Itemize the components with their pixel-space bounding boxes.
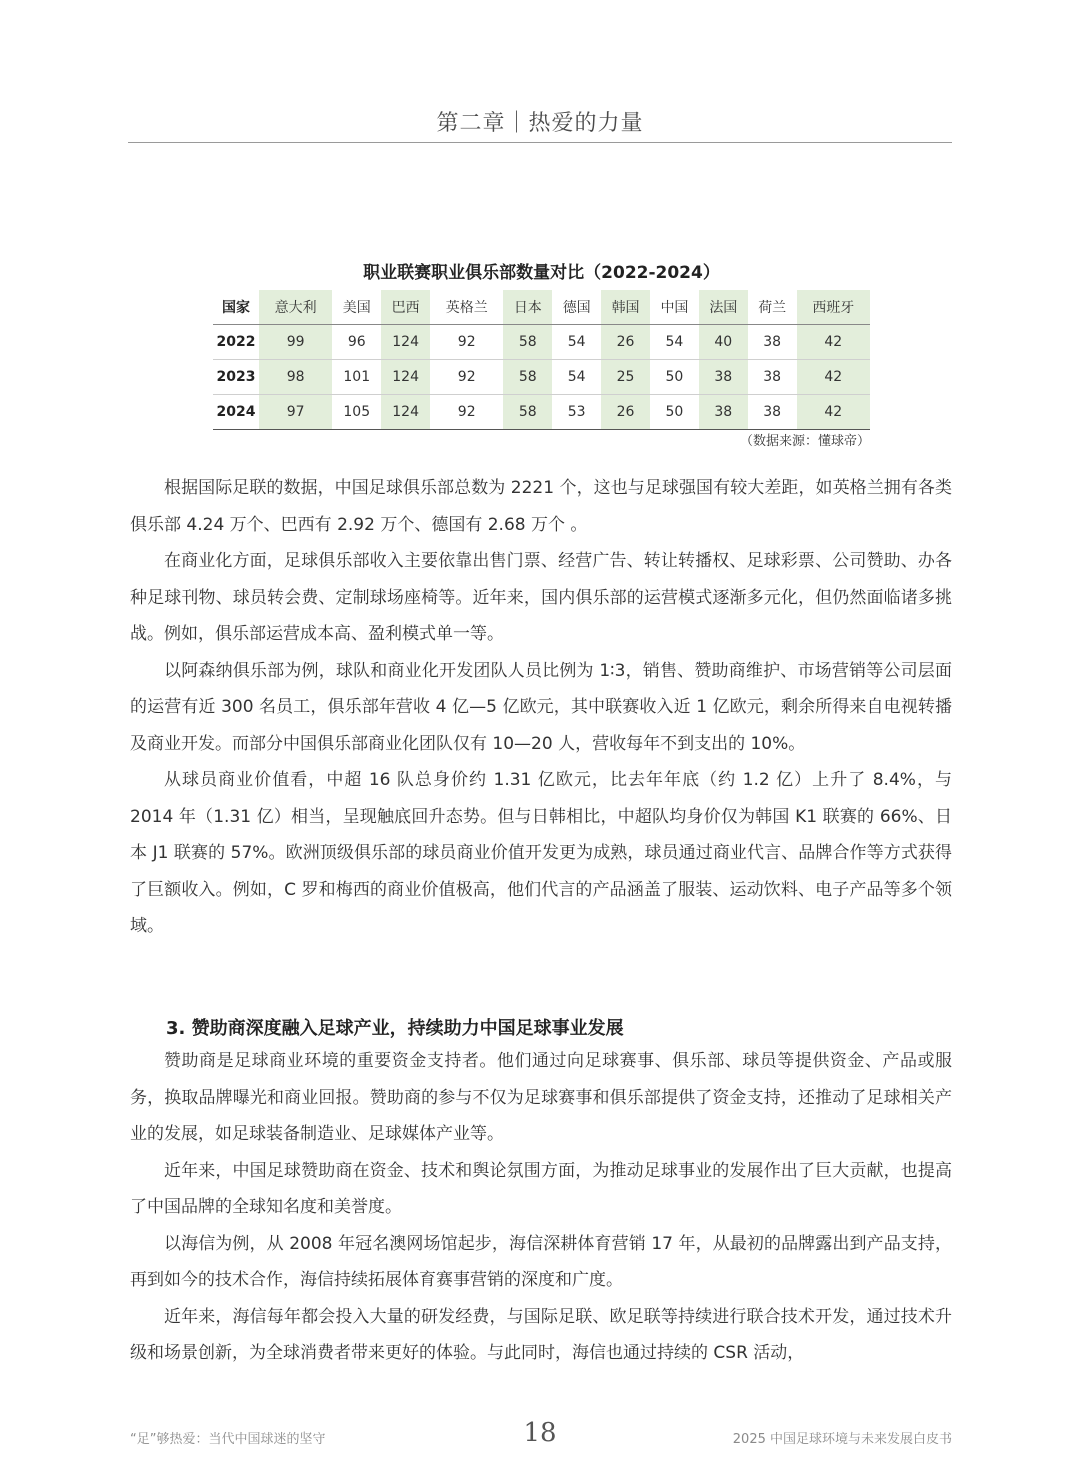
table-cell: 50 [650,360,699,395]
table-cell: 54 [650,325,699,360]
table-cell: 25 [601,360,650,395]
table-cell: 42 [797,395,870,430]
table-cell: 58 [503,325,552,360]
table-cell: 97 [259,395,332,430]
row-year: 2023 [213,360,259,395]
table-cell: 42 [797,360,870,395]
table-cell: 54 [552,325,601,360]
paragraph: 在商业化方面，足球俱乐部收入主要依靠出售门票、经营广告、转让转播权、足球彩票、公司赞助、办各种足球刊物、球员转会费、定制球场座椅等。近年来，国内俱乐部的运营模式逐渐多元化，但仍然面临诸多挑战。例如，俱乐部运营成本高、盈利模式单一等。 [130,551,952,644]
footer-report-title: 2025 中国足球环境与未来发展白皮书 [732,1432,952,1447]
column-header: 意大利 [259,290,332,325]
table-cell: 26 [601,325,650,360]
column-header: 美国 [332,290,381,325]
paragraph: 近年来，中国足球赞助商在资金、技术和舆论氛围方面，为推动足球事业的发展作出了巨大贡献，也提高了中国品牌的全球知名度和美誉度。 [130,1160,952,1217]
table-row [213,395,870,430]
table-corner-header: 国家 [213,290,259,325]
paragraph: 从球员商业价值看，中超 16 队总身价约 1.31 亿欧元，比去年年底（约 1.2 亿）上升了 8.4%，与 2014 年（1.31 亿）相当，呈现触底回升态势。但与日韩相比，中超队均身价仅为韩国 K1 联赛的 66%、日本 J1 联赛的 57%。欧洲顶级俱乐部的球员商业价值开发更为成熟，球员通过商业代言、品牌合作等方式获得了巨额收入。例如，C 罗和梅西的商业价值极高，他们代言的产品涵盖了服装、运动饮料、电子产品等多个领域。 [130,770,952,936]
table-cell: 58 [503,360,552,395]
data-source-note: （数据来源：懂球帝） [739,434,870,449]
section-heading: 3. 赞助商深度融入足球产业，持续助力中国足球事业发展 [166,1018,624,1039]
column-header: 德国 [552,290,601,325]
table-cell: 92 [430,360,503,395]
table-cell: 40 [699,325,748,360]
club-count-table [213,290,870,430]
table-cell: 92 [430,325,503,360]
column-header: 西班牙 [797,290,870,325]
column-header: 英格兰 [430,290,503,325]
table-cell: 124 [381,360,430,395]
table-cell: 54 [552,360,601,395]
header-divider [128,142,952,143]
paragraph: 以阿森纳俱乐部为例，球队和商业化开发团队人员比例为 1∶3，销售、赞助商维护、市场营销等公司层面的运营有近 300 名员工，俱乐部年营收 4 亿—5 亿欧元，其中联赛收入近 1 亿欧元，剩余所得来自电视转播及商业开发。而部分中国俱乐部商业化团队仅有 10—20 人，营收每年不到支出的 10%。 [130,660,952,754]
chapter-header: 第二章｜热爱的力量 [436,111,644,136]
table-cell: 50 [650,395,699,430]
column-header: 巴西 [381,290,430,325]
paragraph: 以海信为例，从 2008 年冠名澳网场馆起步，海信深耕体育营销 17 年，从最初的品牌露出到产品支持，再到如今的技术合作，海信持续拓展体育赛事营销的深度和广度。 [130,1233,952,1290]
table-cell: 124 [381,395,430,430]
body-text [130,470,952,945]
column-header: 日本 [503,290,552,325]
column-header: 荷兰 [748,290,797,325]
table-cell: 38 [748,395,797,430]
table-cell: 42 [797,325,870,360]
paragraph: 赞助商是足球商业环境的重要资金支持者。他们通过向足球赛事、俱乐部、球员等提供资金、产品或服务，换取品牌曝光和商业回报。赞助商的参与不仅为足球赛事和俱乐部提供了资金支持，还推动了足球相关产业的发展，如足球装备制造业、足球媒体产业等。 [130,1051,952,1144]
paragraph: 近年来，海信每年都会投入大量的研发经费，与国际足联、欧足联等持续进行联合技术开发，通过技术升级和场景创新，为全球消费者带来更好的体验。与此同时，海信也通过持续的 CSR 活动， [130,1306,952,1363]
table-cell: 26 [601,395,650,430]
table-cell: 96 [332,325,381,360]
table-cell: 124 [381,325,430,360]
table-cell: 101 [332,360,381,395]
table-cell: 38 [748,360,797,395]
table-cell: 38 [748,325,797,360]
page-number: 18 [523,1418,557,1448]
column-header: 法国 [699,290,748,325]
table-cell: 98 [259,360,332,395]
column-header: 中国 [650,290,699,325]
table-title: 职业联赛职业俱乐部数量对比（2022-2024） [363,263,720,283]
table-cell: 53 [552,395,601,430]
table-cell: 92 [430,395,503,430]
paragraph: 根据国际足联的数据，中国足球俱乐部总数为 2221 个，这也与足球强国有较大差距，如英格兰拥有各类俱乐部 4.24 万个、巴西有 2.92 万个、德国有 2.68 万个 。 [130,478,952,535]
row-year: 2022 [213,325,259,360]
column-header: 韩国 [601,290,650,325]
table-row [213,360,870,395]
section-body-text [130,1043,952,1372]
table-cell: 38 [699,395,748,430]
row-year: 2024 [213,395,259,430]
table-row [213,325,870,360]
table-cell: 58 [503,395,552,430]
footer-book-title: “足”够热爱：当代中国球迷的坚守 [130,1432,326,1447]
table-cell: 99 [259,325,332,360]
table-cell: 38 [699,360,748,395]
table-cell: 105 [332,395,381,430]
